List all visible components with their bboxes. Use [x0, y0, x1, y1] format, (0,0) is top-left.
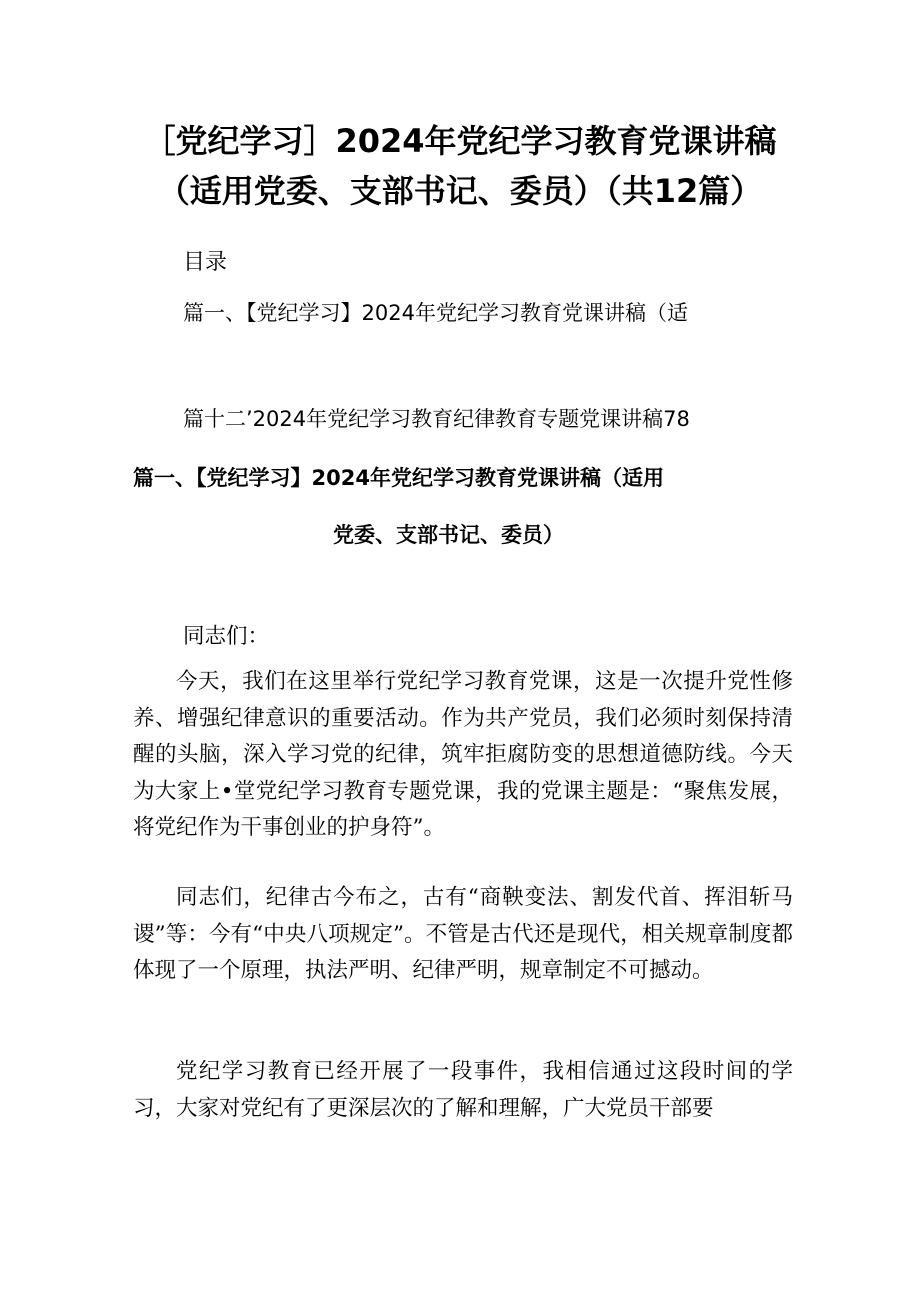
toc-heading: 目录 — [183, 250, 228, 275]
salutation: 同志们： — [183, 624, 270, 649]
section-title-line-1: 篇一、【党纪学习】2024年党纪学习教育党课讲稿（适用 — [133, 466, 664, 490]
document-title-line-1: ［党纪学习］2024年党纪学习教育党课讲稿 — [143, 122, 777, 160]
section-title-line-2: 党委、支部书记、委员） — [333, 523, 564, 547]
paragraph-2: 同志们，纪律古今布之，古有“商鞅变法、割发代首、挥泪斩马谡”等：今有“中央八项规定”。不管是古代还是现代，相关规章制度都体现了一个原理，执法严明、纪律严明，规章制定不可撼动。 — [133, 885, 793, 984]
toc-item-12[interactable]: 篇十二’2024年党纪学习教育纪律教育专题党课讲稿78 — [183, 407, 690, 431]
document-title-line-2: （适用党委、支部书记、委员）（共12篇） — [157, 172, 763, 210]
paragraph-1: 今天，我们在这里举行党纪学习教育党课，这是一次提升党性修养、增强纪律意识的重要活动。作为共产党员，我们必须时刻保持清醒的头脑，深入学习党的纪律，筑牢拒腐防变的思想道德防线。今天为大家上•堂党纪学习教育专题党课，我的党课主题是：“聚焦发展，将党纪作为干事创业的护身符”。 — [133, 669, 793, 841]
paragraph-3: 党纪学习教育已经开展了一段事件，我相信通过这段时间的学习，大家对党纪有了更深层次的了解和理解，广大党员干部要 — [133, 1059, 793, 1121]
toc-item-1[interactable]: 篇一、【党纪学习】2024年党纪学习教育党课讲稿（适 — [183, 301, 688, 325]
